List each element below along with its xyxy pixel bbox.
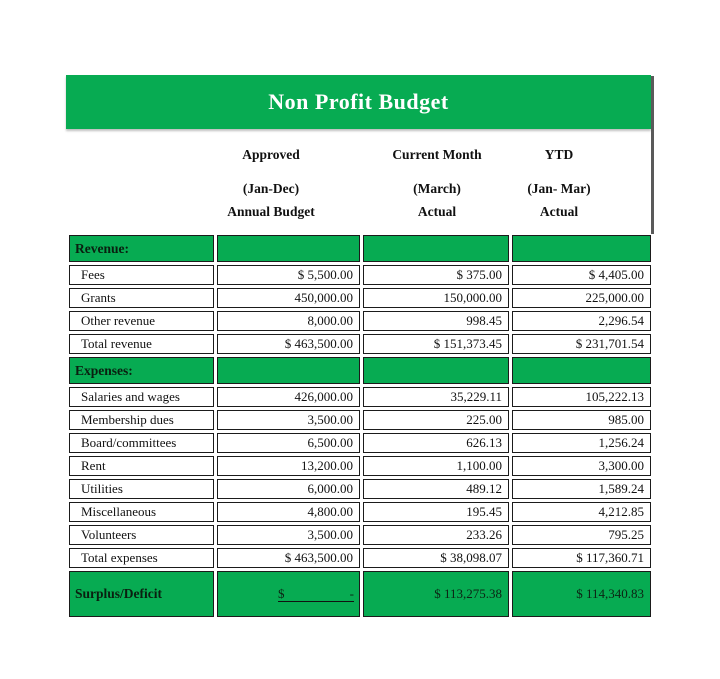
ytd-value: 985.00 — [512, 410, 651, 430]
page-title: Non Profit Budget — [268, 89, 449, 114]
column-header-approved — [196, 147, 346, 220]
approved-value: $ 5,500.00 — [217, 265, 360, 285]
ytd-value: 225,000.00 — [512, 288, 651, 308]
table-row-board-committees — [69, 433, 651, 453]
row-label: Rent — [69, 456, 214, 476]
current-month-value: 626.13 — [363, 433, 509, 453]
approved-value: 8,000.00 — [217, 311, 360, 331]
current-month-value: $ 38,098.07 — [363, 548, 509, 568]
column-header-line: Approved — [242, 147, 300, 162]
ytd-value: 105,222.13 — [512, 387, 651, 407]
table-row-grants — [69, 288, 651, 308]
surplus-approved-cell — [217, 571, 360, 617]
table-row-volunteers — [69, 525, 651, 545]
section-cell — [512, 235, 651, 262]
current-month-value: 489.12 — [363, 479, 509, 499]
section-cell — [512, 357, 651, 384]
table-row-miscellaneous — [69, 502, 651, 522]
row-label: Miscellaneous — [69, 502, 214, 522]
budget-table — [66, 232, 654, 620]
row-label: Total revenue — [69, 334, 214, 354]
section-row-expenses — [69, 357, 651, 384]
surplus-current-value: $ 113,275.38 — [363, 571, 509, 617]
section-row-revenue — [69, 235, 651, 262]
ytd-value: $ 231,701.54 — [512, 334, 651, 354]
column-header-line: (Jan- Mar) — [527, 181, 591, 196]
section-cell — [363, 235, 509, 262]
approved-value: $ 463,500.00 — [217, 334, 360, 354]
table-row-utilities — [69, 479, 651, 499]
approved-value: 6,000.00 — [217, 479, 360, 499]
current-month-value: 225.00 — [363, 410, 509, 430]
current-month-value: 35,229.11 — [363, 387, 509, 407]
current-month-value: 1,100.00 — [363, 456, 509, 476]
column-header-line: (Jan-Dec) — [242, 181, 300, 196]
table-row-total-expenses — [69, 548, 651, 568]
current-month-value: 998.45 — [363, 311, 509, 331]
row-label: Volunteers — [69, 525, 214, 545]
column-header-line: Current Month — [392, 147, 482, 162]
column-header-line: YTD — [544, 147, 574, 162]
approved-value: 426,000.00 — [217, 387, 360, 407]
section-cell — [217, 357, 360, 384]
approved-value: 3,500.00 — [217, 410, 360, 430]
table-row-membership-dues — [69, 410, 651, 430]
summary-label: Surplus/Deficit — [69, 571, 214, 617]
approved-value: 4,800.00 — [217, 502, 360, 522]
section-label-expenses: Expenses: — [69, 357, 214, 384]
column-header-ytd — [484, 147, 634, 220]
approved-value: 3,500.00 — [217, 525, 360, 545]
column-header-line: Actual — [417, 204, 457, 219]
table-row-total-revenue — [69, 334, 651, 354]
ytd-value: $ 117,360.71 — [512, 548, 651, 568]
row-label: Salaries and wages — [69, 387, 214, 407]
column-header-line: Annual Budget — [227, 204, 315, 219]
column-header-line: (March) — [413, 181, 461, 196]
row-label: Membership dues — [69, 410, 214, 430]
current-month-value: 150,000.00 — [363, 288, 509, 308]
section-cell — [363, 357, 509, 384]
title-bar — [66, 75, 651, 129]
table-row-other-revenue — [69, 311, 651, 331]
section-label-revenue: Revenue: — [69, 235, 214, 262]
currency-symbol: $ — [278, 586, 285, 601]
current-month-value: $ 151,373.45 — [363, 334, 509, 354]
ytd-value: 795.25 — [512, 525, 651, 545]
current-month-value: 233.26 — [363, 525, 509, 545]
row-label: Fees — [69, 265, 214, 285]
table-row-rent — [69, 456, 651, 476]
accounting-blank-value — [278, 586, 354, 602]
current-month-value: $ 375.00 — [363, 265, 509, 285]
approved-value: 6,500.00 — [217, 433, 360, 453]
ytd-value: 3,300.00 — [512, 456, 651, 476]
table-row-fees — [69, 265, 651, 285]
summary-row-surplus-deficit — [69, 571, 651, 617]
row-label: Total expenses — [69, 548, 214, 568]
ytd-value: $ 4,405.00 — [512, 265, 651, 285]
row-label: Other revenue — [69, 311, 214, 331]
row-label: Grants — [69, 288, 214, 308]
ytd-value: 2,296.54 — [512, 311, 651, 331]
header-right-border — [651, 76, 654, 234]
approved-value: $ 463,500.00 — [217, 548, 360, 568]
zero-dash: - — [349, 586, 354, 601]
section-cell — [217, 235, 360, 262]
column-header-line: Actual — [539, 204, 579, 219]
approved-value: 13,200.00 — [217, 456, 360, 476]
current-month-value: 195.45 — [363, 502, 509, 522]
ytd-value: 1,589.24 — [512, 479, 651, 499]
ytd-value: 4,212.85 — [512, 502, 651, 522]
approved-value: 450,000.00 — [217, 288, 360, 308]
row-label: Board/committees — [69, 433, 214, 453]
table-row-salaries-and-wages — [69, 387, 651, 407]
ytd-value: 1,256.24 — [512, 433, 651, 453]
row-label: Utilities — [69, 479, 214, 499]
surplus-ytd-value: $ 114,340.83 — [512, 571, 651, 617]
